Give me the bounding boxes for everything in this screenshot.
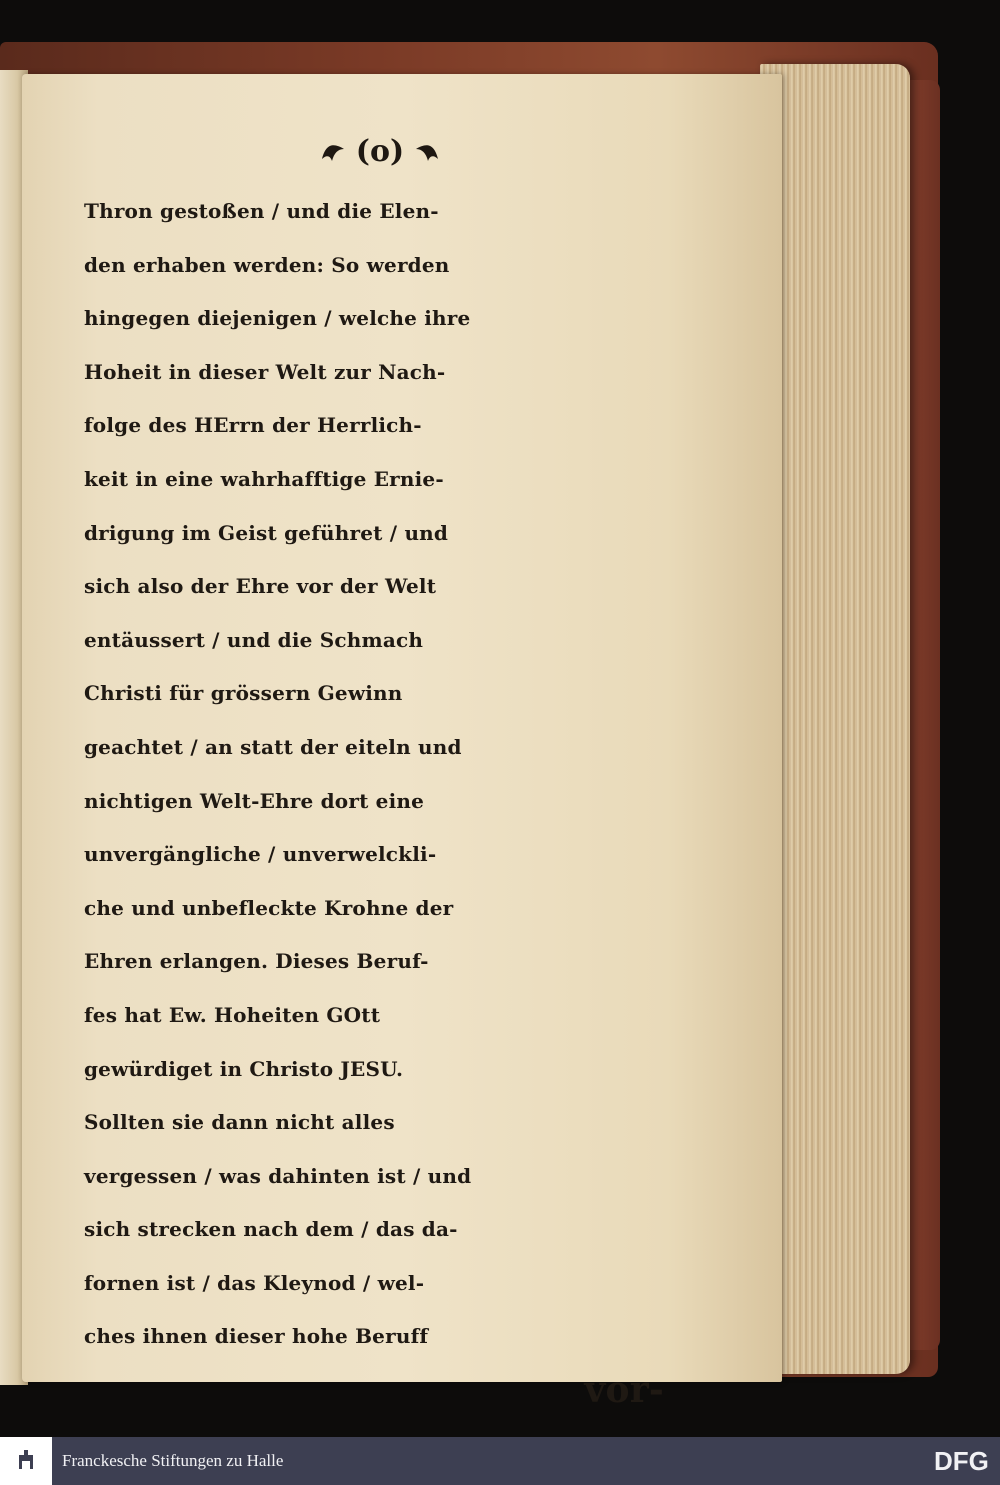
text-line: vergessen / was dahinten ist / und [84,1163,472,1188]
text-line: gewürdiget in Christo JESU. [84,1056,404,1081]
page-signature: (o) [355,133,405,169]
institution-name: Franckesche Stiftungen zu Halle [62,1451,284,1470]
dfg-logo[interactable] [934,1447,992,1475]
text-line: Ehren erlangen. Dieses Beruf- [84,949,429,974]
left-ornament-icon [320,138,346,164]
text-line: fes hat Ew. Hoheiten GOtt [84,1002,381,1027]
text-line: folge des HErrn der Herrlich- [84,413,422,438]
text-line: drigung im Geist geführet / und [84,520,449,545]
text-line: vor- [584,1369,664,1412]
text-line: den erhaben werden: So werden [84,252,450,277]
text-line: Thron gestoßen / und die Elen- [84,199,439,223]
text-line: entäussert / und die Schmach [84,627,424,652]
text-line: ches ihnen dieser hohe Beruff [84,1324,429,1349]
dfg-logo-icon [934,1447,992,1475]
institution-emblem-icon [15,1449,37,1473]
viewer-footer [0,1437,1000,1485]
text-line: nichtigen Welt-Ehre dort eine [84,788,425,813]
page-text [84,185,684,1418]
text-line: geachtet / an statt der eiteln und [84,734,462,759]
text-line: hingegen diejenigen / welche ihre [84,306,471,331]
franckesche-stiftungen-logo[interactable] [0,1437,52,1485]
text-line: fornen ist / das Kleynod / wel- [84,1270,425,1295]
text-line: che und unbefleckte Krohne der [84,895,454,920]
text-line: unvergängliche / unverwelckli- [84,842,437,867]
text-line: Hoheit in dieser Welt zur Nach- [84,359,446,384]
page-header [295,128,465,174]
page-stack [760,64,910,1374]
text-line: sich also der Ehre vor der Welt [84,574,437,599]
right-ornament-icon [414,138,440,164]
text-line: Christi für grössern Gewinn [84,681,403,706]
text-line: Sollten sie dann nicht alles [84,1110,395,1135]
svg-text:DFG: DFG [934,1447,989,1475]
text-line: keit in eine wahrhafftige Ernie- [84,466,444,491]
text-line: sich strecken nach dem / das da- [84,1217,458,1242]
